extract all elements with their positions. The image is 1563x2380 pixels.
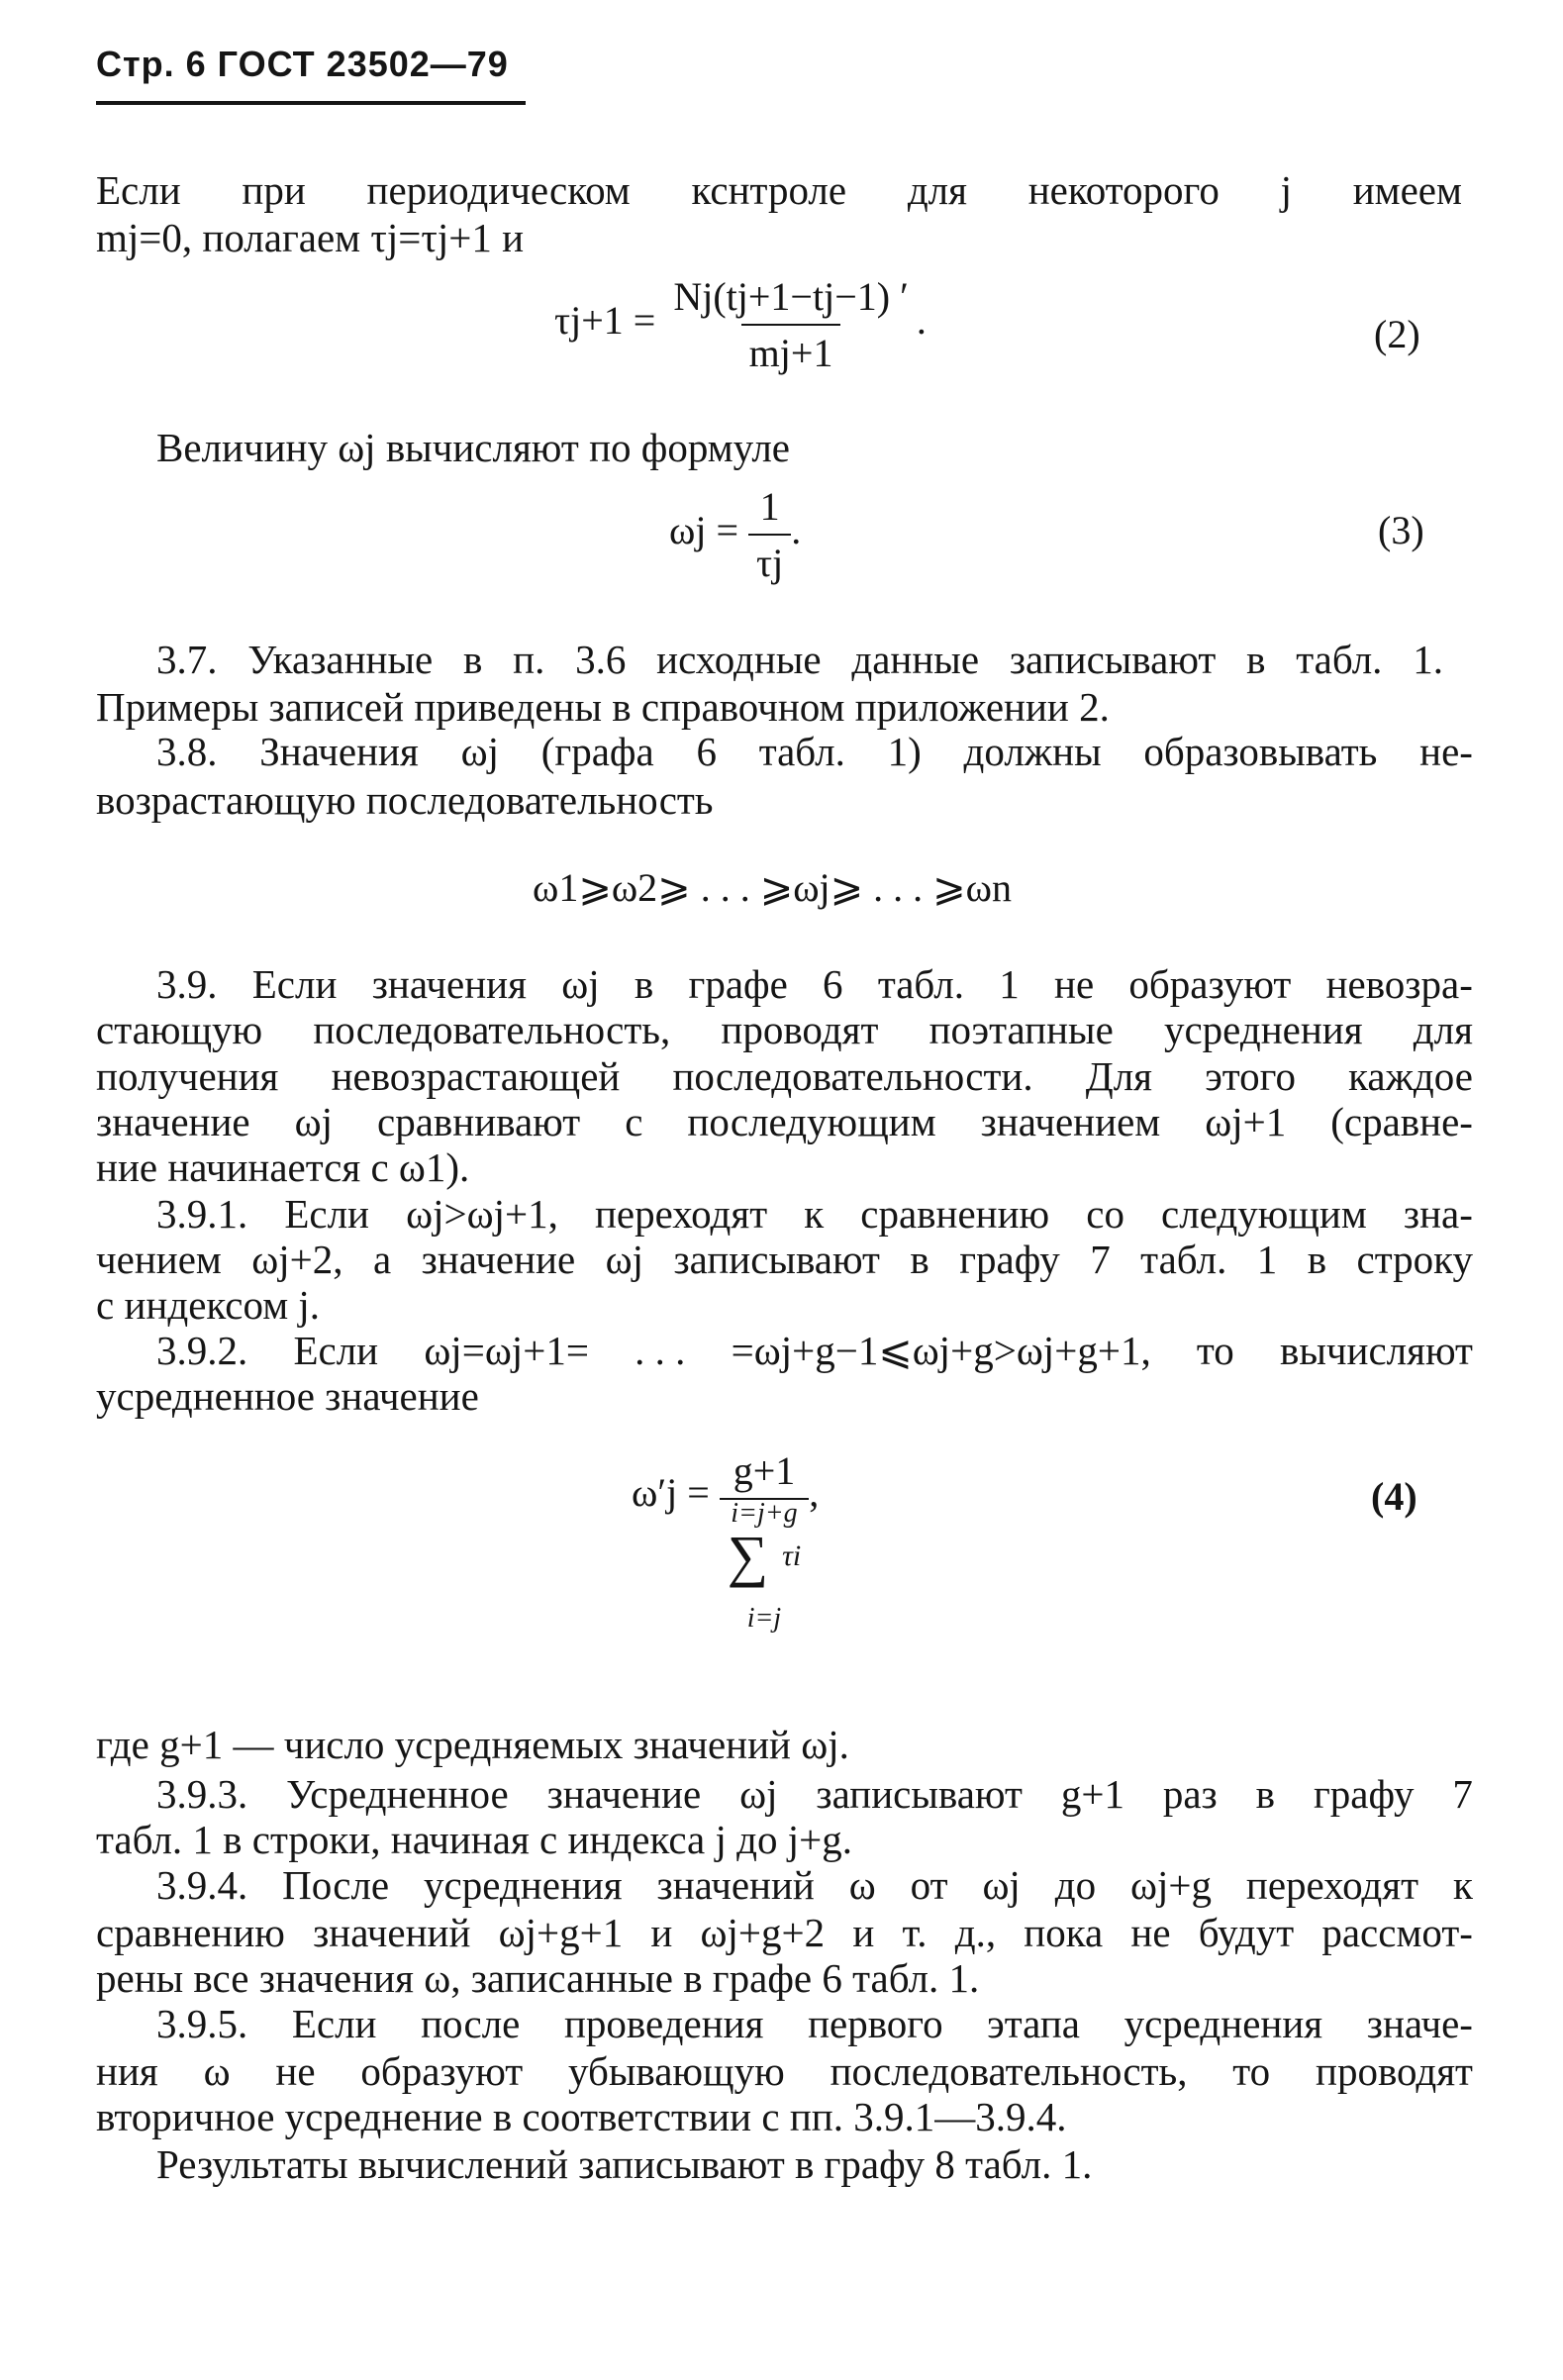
word: Если (251, 961, 338, 1007)
s391-line1 (156, 1190, 1473, 1238)
word: ωj (294, 1099, 333, 1144)
word: до (1054, 1862, 1097, 1908)
word: 3.9.1. (156, 1191, 248, 1237)
results-line: Результаты вычислений записывают в графу 8 табл. 1. (156, 2141, 1093, 2187)
eq4-sum-upper: i=j+g (731, 1498, 798, 1529)
word: 1) (887, 729, 922, 774)
word: проведения (563, 2001, 764, 2046)
s39-line1 (156, 960, 1473, 1008)
word: исходные (656, 637, 822, 682)
eq4-lhs: ω′j = (632, 1470, 710, 1515)
word: с (625, 1099, 643, 1144)
s394-line2 (96, 1909, 1473, 1956)
word: ωj+g+1 (498, 1910, 624, 1955)
word: не- (1419, 729, 1473, 774)
eq3-numerator: 1 (759, 484, 780, 529)
word: образовывать (1143, 729, 1378, 774)
word: 3.9.3. (156, 1771, 248, 1817)
word: к (804, 1191, 825, 1237)
word: ωj+g (1129, 1862, 1212, 1908)
s391-line3: с индексом j. (96, 1282, 321, 1328)
word: значение (421, 1237, 576, 1282)
eq2-number: (2) (1374, 312, 1420, 356)
s395-line3: вторичное усреднение в соответствии с пп. 3.9.1—3.9.4. (96, 2094, 1067, 2139)
word: усреднения (1163, 1007, 1363, 1052)
equation-2: τj+1 = $\frac{Nj(tj+1-tj-1) '}{mj+1}$ . (554, 274, 927, 375)
word: значением (980, 1099, 1161, 1144)
s392-line1 (156, 1327, 1473, 1374)
s394-line1 (156, 1861, 1473, 1909)
word: Указанные (247, 637, 434, 682)
word: кснтроле (691, 167, 847, 213)
eq3-lhs: ωj = (669, 508, 738, 553)
word: переходят (1245, 1862, 1419, 1908)
word: последовательности. (672, 1053, 1033, 1099)
eq3-number: (3) (1378, 508, 1424, 552)
word: строку (1356, 1237, 1473, 1282)
word: Если (96, 167, 181, 213)
word: табл. (877, 961, 964, 1007)
s38-line1 (156, 728, 1473, 775)
word: т. (902, 1910, 928, 1955)
word: записывают (1009, 637, 1217, 682)
s393-line2: табл. 1 в строки, начиная с индекса j до j+g. (96, 1817, 853, 1862)
word: и (650, 1910, 673, 1955)
word: невозра- (1325, 961, 1473, 1007)
word: 1 (1256, 1237, 1278, 1282)
s392-line2: усредненное значение (96, 1373, 479, 1419)
word: последовательность, (830, 2048, 1188, 2094)
word: 6 (696, 729, 717, 774)
word: ωj (982, 1862, 1021, 1908)
word: п. (513, 637, 545, 682)
word: Значения (259, 729, 419, 774)
word: =ωj+g−1⩽ωj+g>ωj+g+1, (731, 1328, 1151, 1373)
eq4-trail: , (809, 1470, 820, 1515)
word: в (634, 961, 654, 1007)
word: данные (851, 637, 980, 682)
word: 3.9.2. (156, 1328, 248, 1373)
word: Если (284, 1191, 369, 1237)
word: ωj>ωj+1, (406, 1191, 558, 1237)
word: сравнению (860, 1191, 1050, 1237)
word: в (910, 1237, 929, 1282)
word: ωj+1 (1205, 1099, 1287, 1144)
word: ω (848, 1862, 876, 1908)
word: ωj+g+2 (700, 1910, 826, 1955)
equation-3: ωj = $\frac{1}{\tau j}$ . (669, 484, 802, 585)
word: получения (96, 1053, 279, 1099)
word: ωj=ωj+1= (424, 1328, 589, 1373)
word: следующим (1161, 1191, 1367, 1237)
word: раз (1162, 1771, 1218, 1817)
word: j (1280, 167, 1292, 213)
word: каждое (1348, 1053, 1473, 1099)
word: 3.9.4. (156, 1862, 248, 1908)
s395-line2 (96, 2047, 1473, 2095)
word: Если (293, 1328, 379, 1373)
word: этого (1205, 1053, 1296, 1099)
word: табл. (1140, 1237, 1227, 1282)
word: ωj (460, 729, 499, 774)
word: в (1307, 1237, 1327, 1282)
word: то (1232, 2048, 1271, 2094)
word: графе (688, 961, 788, 1007)
word: последующим (687, 1099, 936, 1144)
word: ния (96, 2048, 158, 2094)
word: этапа (987, 2001, 1080, 2046)
word: 6 (823, 961, 843, 1007)
eq4-sum (728, 1500, 801, 1633)
s391-line2 (96, 1236, 1473, 1283)
word: некоторого (1027, 167, 1220, 213)
s38-line2: возрастающую последовательность (96, 777, 714, 823)
eq4-denominator (720, 1498, 809, 1633)
eq2-lhs: τj+1 = (554, 298, 656, 344)
sigma-icon: ∑ (727, 1524, 769, 1588)
word: Усредненное (286, 1771, 509, 1817)
header-rule (96, 101, 526, 105)
word: не (275, 2048, 316, 2094)
para2-line: Величину ωj вычисляют по формуле (156, 425, 791, 470)
word: значения (371, 961, 527, 1007)
word: в (1255, 1771, 1276, 1817)
equation-4 (632, 1447, 819, 1633)
word: после (421, 2001, 521, 2046)
word: 3.6 (575, 637, 627, 682)
s394-line3: рены все значения ω, записанные в графе 6 табл. 1. (96, 1955, 980, 2001)
word: Если (291, 2001, 377, 2046)
s39-line5: ние начинается с ω1). (96, 1144, 470, 1190)
word: записывают (673, 1237, 880, 1282)
word: первого (808, 2001, 943, 2046)
word: записывают (816, 1771, 1023, 1817)
word: значение (546, 1771, 702, 1817)
word: 7 (1090, 1237, 1111, 1282)
s39-line3 (96, 1052, 1473, 1100)
s393-line1 (156, 1770, 1473, 1818)
word: в (1246, 637, 1266, 682)
word: сравнивают (377, 1099, 581, 1144)
eq2-numerator: Nj(tj+1−tj−1) ′ (673, 274, 909, 319)
eq2-fraction (665, 273, 917, 376)
word: и (852, 1910, 875, 1955)
eq4-sum-lower: i=j (746, 1603, 782, 1634)
omega-sequence: ω1⩾ω2⩾ . . . ⩾ωj⩾ . . . ⩾ωn (533, 865, 1013, 910)
word: то (1196, 1328, 1234, 1373)
word: ω (203, 2048, 231, 2094)
word: к (1452, 1862, 1473, 1908)
word: периодическом (366, 167, 631, 213)
word: поэтапные (928, 1007, 1114, 1052)
word: табл. (1296, 637, 1383, 682)
s39-line4 (96, 1098, 1473, 1145)
word: зна- (1403, 1191, 1473, 1237)
word: ωj (605, 1237, 644, 1282)
s39-line2 (96, 1006, 1473, 1053)
word: переходят (594, 1191, 768, 1237)
word: проводят (1316, 2048, 1473, 2094)
word: значений (313, 1910, 471, 1955)
word: при (242, 167, 306, 213)
word: ωj (561, 961, 600, 1007)
word: ωj (739, 1771, 778, 1817)
word: вычисляют (1279, 1328, 1473, 1373)
eq3-fraction (748, 483, 791, 586)
word: усреднения (424, 1862, 623, 1908)
word: g+1 (1060, 1771, 1124, 1817)
word: не (1054, 961, 1095, 1007)
word: 3.9. (156, 961, 218, 1007)
eq4-numerator: g+1 (733, 1448, 796, 1493)
word: а (372, 1237, 392, 1282)
word: 3.9.5. (156, 2001, 248, 2046)
word: проводят (721, 1007, 879, 1052)
eq2-denominator: mj+1 (741, 324, 841, 376)
word: (сравне- (1330, 1099, 1473, 1144)
word: графу (1313, 1771, 1415, 1817)
word: от (910, 1862, 948, 1908)
word: 1 (999, 961, 1020, 1007)
word: должны (963, 729, 1102, 774)
where-line: где g+1 — число усредняемых значений ωj. (96, 1722, 849, 1767)
word: для (907, 167, 967, 213)
word: ωj+2, (251, 1237, 343, 1282)
word: д., (954, 1910, 997, 1955)
word: После (282, 1862, 390, 1908)
word: значение (96, 1099, 250, 1144)
word: 1. (1413, 637, 1443, 682)
word: имеем (1352, 167, 1462, 213)
word: стающую (96, 1007, 263, 1052)
word: графу (959, 1237, 1060, 1282)
eq3-denominator: τj (748, 534, 791, 586)
word: 3.8. (156, 729, 218, 774)
word: рассмот- (1321, 1910, 1473, 1955)
word: Для (1085, 1053, 1153, 1099)
para1-line2: mj=0, полагаем τj=τj+1 и (96, 215, 525, 260)
s37-line1 (156, 636, 1443, 683)
para1-line1 (96, 166, 1462, 214)
word: образуют (1128, 961, 1292, 1007)
word: 3.7. (156, 637, 218, 682)
word: чением (96, 1237, 222, 1282)
word: последовательность, (313, 1007, 671, 1052)
word: невозрастающей (331, 1053, 621, 1099)
word: значений (656, 1862, 815, 1908)
word: . . . (635, 1328, 686, 1373)
word: в (463, 637, 483, 682)
s37-line2: Примеры записей приведены в справочном приложении 2. (96, 684, 1110, 730)
word: не (1130, 1910, 1171, 1955)
s395-line1 (156, 2000, 1473, 2047)
word: табл. (758, 729, 845, 774)
eq4-number: (4) (1371, 1474, 1417, 1519)
word: (графа (540, 729, 654, 774)
eq4-sum-term: τi (782, 1539, 802, 1572)
word: сравнению (96, 1910, 285, 1955)
word: убывающую (568, 2048, 785, 2094)
page-header: Стр. 6 ГОСТ 23502—79 (96, 44, 509, 84)
word: будут (1198, 1910, 1295, 1955)
word: 7 (1452, 1771, 1473, 1817)
word: значе- (1366, 2001, 1473, 2046)
eq4-fraction (720, 1447, 809, 1633)
word: для (1413, 1007, 1473, 1052)
word: со (1086, 1191, 1124, 1237)
word: пока (1024, 1910, 1104, 1955)
word: образуют (360, 2048, 524, 2094)
word: усреднения (1123, 2001, 1323, 2046)
